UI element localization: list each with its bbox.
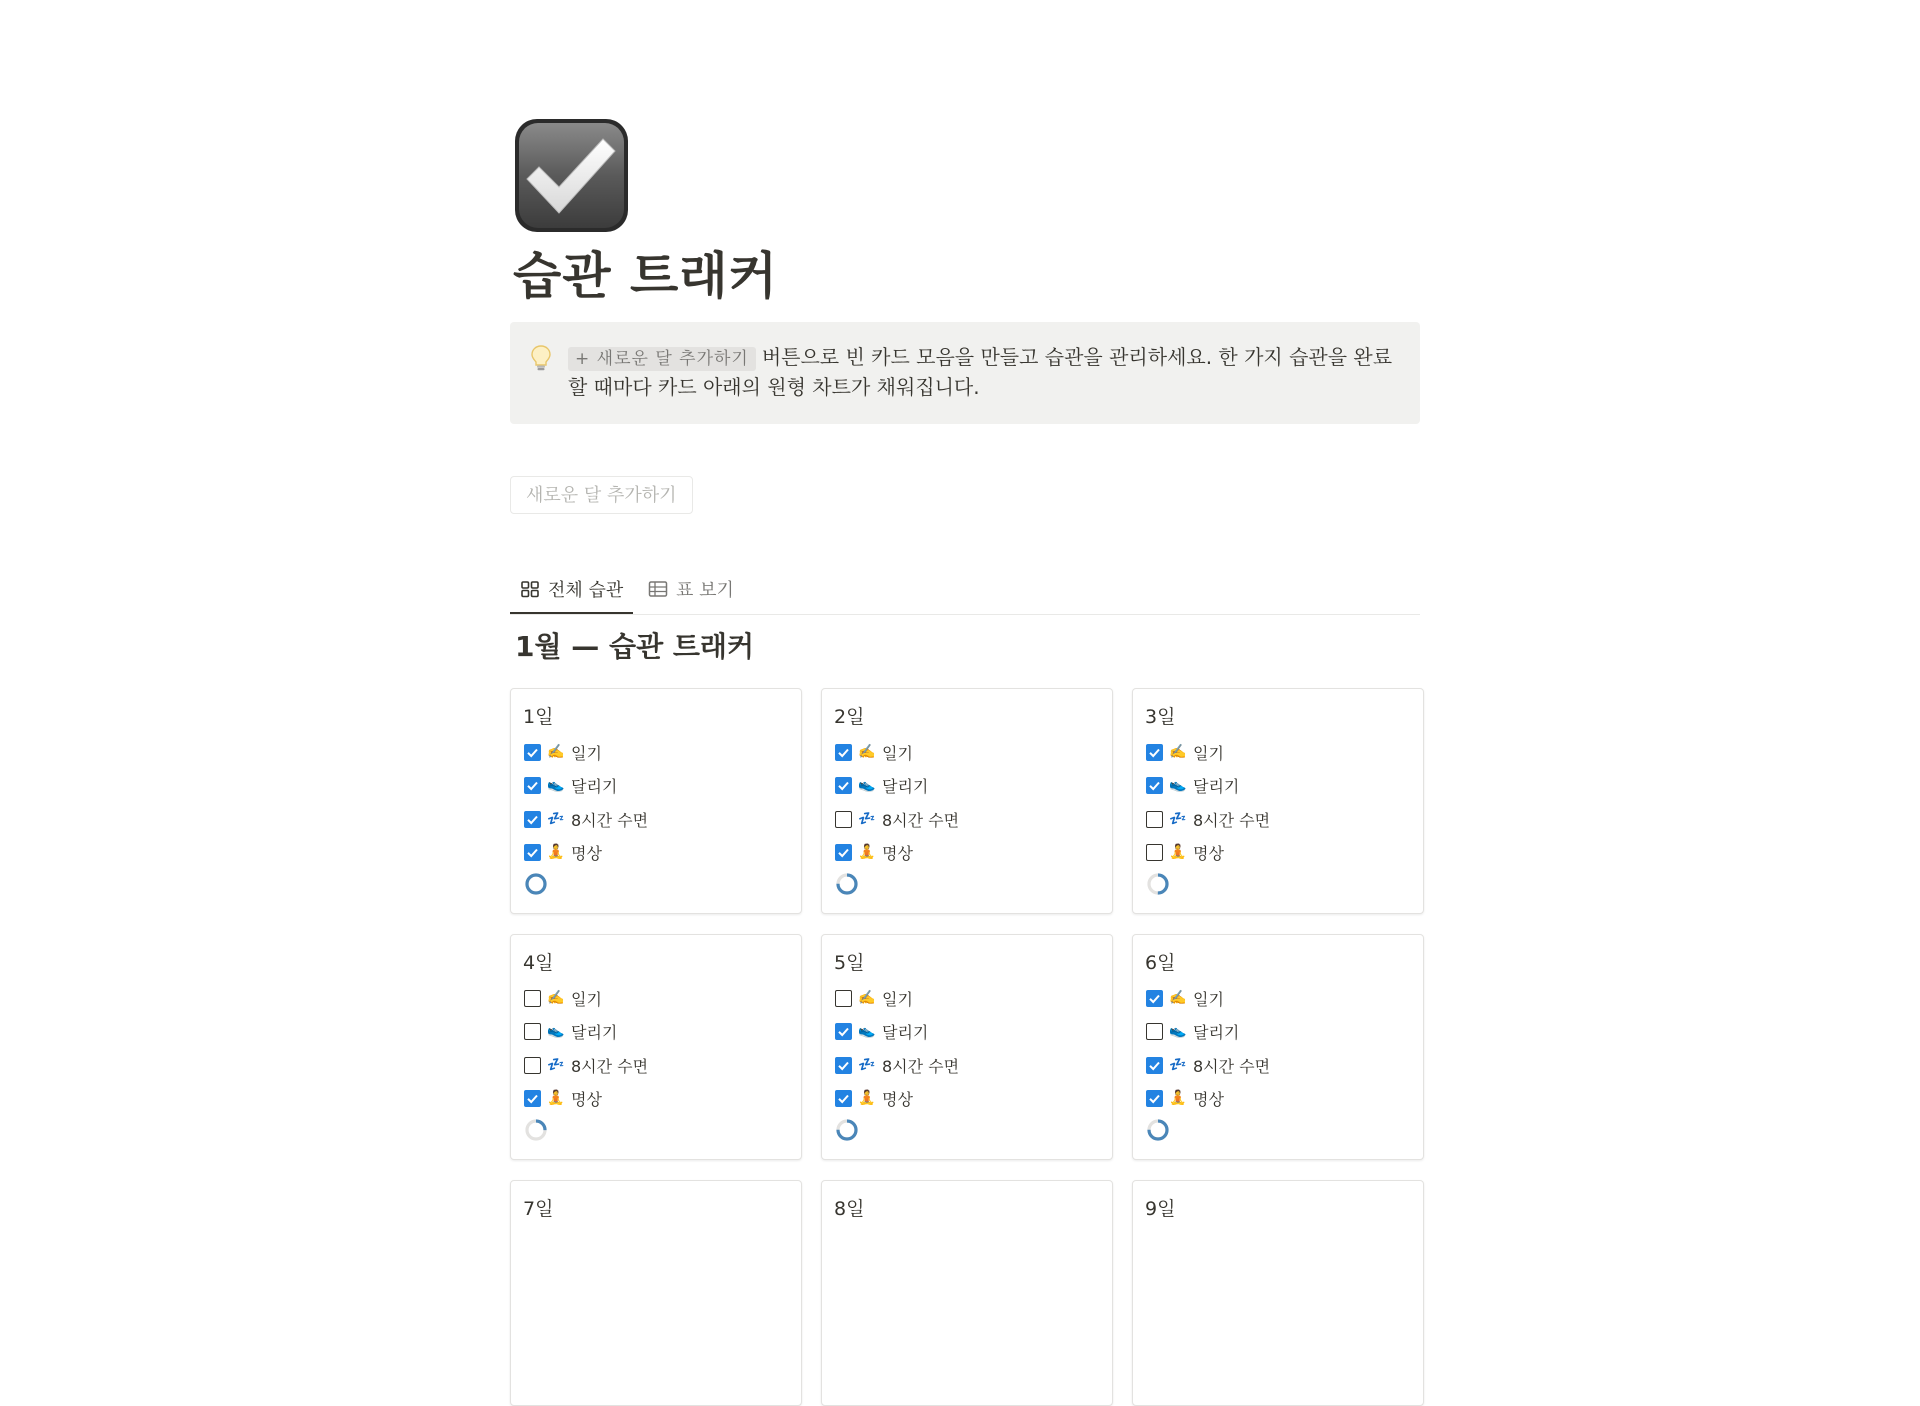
habit-checkbox[interactable] (1146, 811, 1163, 828)
zzz-icon: 💤 (1169, 1057, 1187, 1073)
progress-ring (835, 872, 859, 896)
habit-checkbox[interactable] (835, 1023, 852, 1040)
table-icon (648, 579, 668, 599)
habit-label: 일기 (882, 743, 913, 763)
habit-checkbox[interactable] (1146, 777, 1163, 794)
habit-row-running (524, 773, 617, 797)
habit-row-meditation (524, 1086, 602, 1110)
running-shoe-icon: 👟 (858, 1023, 876, 1039)
habit-checkbox[interactable] (835, 990, 852, 1007)
habit-checkbox[interactable] (524, 1057, 541, 1074)
habit-label: 8시간 수면 (882, 810, 960, 830)
checkmark-icon (526, 846, 539, 859)
zzz-icon: 💤 (858, 811, 876, 827)
habit-card[interactable] (1132, 688, 1424, 914)
habit-label: 달리기 (882, 776, 929, 796)
habit-checkbox[interactable] (524, 1023, 541, 1040)
habit-row-sleep (835, 807, 959, 831)
zzz-icon: 💤 (1169, 811, 1187, 827)
habit-row-sleep (1146, 807, 1270, 831)
habit-row-running (835, 773, 928, 797)
habit-checkbox[interactable] (524, 811, 541, 828)
card-title: 1일 (523, 706, 554, 728)
writing-hand-icon: ✍️ (1169, 990, 1187, 1006)
habit-checkbox[interactable] (524, 990, 541, 1007)
habit-label: 일기 (571, 743, 602, 763)
habit-checkbox[interactable] (1146, 1090, 1163, 1107)
habit-row-meditation (1146, 840, 1224, 864)
habit-label: 달리기 (1193, 776, 1240, 796)
habit-row-diary (524, 986, 602, 1010)
habit-card[interactable] (1132, 934, 1424, 1160)
card-title: 7일 (523, 1198, 554, 1220)
habit-row-diary (835, 986, 913, 1010)
progress-ring-fill (527, 875, 545, 893)
habit-row-meditation (524, 840, 602, 864)
zzz-icon: 💤 (858, 1057, 876, 1073)
habit-label: 달리기 (571, 776, 618, 796)
tab-table-view[interactable] (642, 566, 740, 612)
gallery-title[interactable]: 1월 — 습관 트래커 (515, 630, 755, 663)
habit-checkbox[interactable] (1146, 844, 1163, 861)
checkmark-icon (837, 1092, 850, 1105)
habit-label: 일기 (1193, 989, 1224, 1009)
card-title: 3일 (1145, 706, 1176, 728)
checkmark-icon (837, 846, 850, 859)
habit-checkbox[interactable] (835, 844, 852, 861)
progress-ring (1146, 872, 1170, 896)
checkmark-icon (837, 746, 850, 759)
habit-label: 8시간 수면 (1193, 810, 1271, 830)
card-title: 4일 (523, 952, 554, 974)
habit-label: 명상 (1193, 1089, 1224, 1109)
tab-label: 표 보기 (676, 580, 734, 601)
card-title: 6일 (1145, 952, 1176, 974)
habit-card[interactable] (821, 1180, 1113, 1406)
habit-label: 8시간 수면 (882, 1056, 960, 1076)
habit-checkbox[interactable] (835, 777, 852, 794)
habit-checkbox[interactable] (524, 844, 541, 861)
habit-row-sleep (835, 1053, 959, 1077)
habit-checkbox[interactable] (835, 811, 852, 828)
check-box-icon[interactable] (513, 117, 630, 234)
callout-text (568, 342, 1408, 402)
habit-row-meditation (835, 1086, 913, 1110)
card-title: 8일 (834, 1198, 865, 1220)
tab-label: 전체 습관 (548, 580, 624, 601)
habit-checkbox[interactable] (1146, 990, 1163, 1007)
writing-hand-icon: ✍️ (547, 990, 565, 1006)
running-shoe-icon: 👟 (1169, 777, 1187, 793)
callout (510, 322, 1420, 424)
writing-hand-icon: ✍️ (858, 744, 876, 760)
running-shoe-icon: 👟 (547, 777, 565, 793)
card-title: 5일 (834, 952, 865, 974)
habit-checkbox[interactable] (524, 744, 541, 761)
habit-label: 일기 (571, 989, 602, 1009)
checkmark-icon (1148, 992, 1161, 1005)
card-title: 2일 (834, 706, 865, 728)
habit-label: 8시간 수면 (1193, 1056, 1271, 1076)
habit-card[interactable] (821, 934, 1113, 1160)
meditation-icon: 🧘 (1169, 1090, 1187, 1106)
habit-row-running (524, 1019, 617, 1043)
running-shoe-icon: 👟 (547, 1023, 565, 1039)
habit-label: 달리기 (1193, 1022, 1240, 1042)
habit-row-sleep (1146, 1053, 1270, 1077)
habit-label: 8시간 수면 (571, 810, 649, 830)
habit-row-diary (524, 740, 602, 764)
habit-label: 8시간 수면 (571, 1056, 649, 1076)
meditation-icon: 🧘 (858, 844, 876, 860)
habit-row-sleep (524, 807, 648, 831)
habit-label: 명상 (571, 1089, 602, 1109)
habit-checkbox[interactable] (835, 744, 852, 761)
checkmark-icon (1148, 746, 1161, 759)
habit-row-running (1146, 773, 1239, 797)
progress-ring (1146, 1118, 1170, 1142)
meditation-icon: 🧘 (858, 1090, 876, 1106)
habit-checkbox[interactable] (1146, 1057, 1163, 1074)
checkmark-icon (526, 779, 539, 792)
meditation-icon: 🧘 (547, 844, 565, 860)
habit-checkbox[interactable] (524, 1090, 541, 1107)
meditation-icon: 🧘 (1169, 844, 1187, 860)
habit-checkbox[interactable] (835, 1057, 852, 1074)
inline-add-month-button[interactable]: + 새로운 달 추가하기 (568, 347, 756, 371)
card-title: 9일 (1145, 1198, 1176, 1220)
habit-row-diary (1146, 986, 1224, 1010)
habit-label: 달리기 (571, 1022, 618, 1042)
checkmark-icon (526, 746, 539, 759)
progress-ring (524, 872, 548, 896)
view-tabs (510, 566, 1420, 615)
running-shoe-icon: 👟 (858, 777, 876, 793)
callout-description: 버튼으로 빈 카드 모음을 만들고 습관을 관리하세요. 한 가지 습관을 완료할 때마다 카드 아래의 원형 차트가 채워집니다. (568, 345, 1393, 399)
habit-row-diary (835, 740, 913, 764)
habit-row-running (835, 1019, 928, 1043)
zzz-icon: 💤 (547, 1057, 565, 1073)
habit-label: 명상 (882, 843, 913, 863)
add-month-button[interactable]: 새로운 달 추가하기 (510, 476, 693, 514)
checkmark-icon (1148, 779, 1161, 792)
checkmark-icon (1148, 1059, 1161, 1072)
habit-checkbox[interactable] (1146, 744, 1163, 761)
habit-label: 일기 (1193, 743, 1224, 763)
checkmark-icon (526, 1092, 539, 1105)
checkmark-icon (837, 1025, 850, 1038)
writing-hand-icon: ✍️ (1169, 744, 1187, 760)
checkmark-icon (837, 1059, 850, 1072)
gallery-icon (520, 579, 540, 599)
habit-label: 일기 (882, 989, 913, 1009)
habit-card[interactable] (821, 688, 1113, 914)
habit-label: 달리기 (882, 1022, 929, 1042)
habit-row-meditation (835, 840, 913, 864)
progress-ring (835, 1118, 859, 1142)
habit-checkbox[interactable] (1146, 1023, 1163, 1040)
habit-row-meditation (1146, 1086, 1224, 1110)
habit-checkbox[interactable] (835, 1090, 852, 1107)
zzz-icon: 💤 (547, 811, 565, 827)
habit-label: 명상 (571, 843, 602, 863)
running-shoe-icon: 👟 (1169, 1023, 1187, 1039)
page-title[interactable]: 습관 트래커 (513, 247, 778, 305)
lightbulb-icon (530, 344, 552, 372)
habit-row-diary (1146, 740, 1224, 764)
habit-label: 명상 (882, 1089, 913, 1109)
habit-card[interactable] (1132, 1180, 1424, 1406)
writing-hand-icon: ✍️ (547, 744, 565, 760)
meditation-icon: 🧘 (547, 1090, 565, 1106)
checkmark-icon (526, 813, 539, 826)
habit-card[interactable] (510, 934, 802, 1160)
habit-row-sleep (524, 1053, 648, 1077)
habit-label: 명상 (1193, 843, 1224, 863)
writing-hand-icon: ✍️ (858, 990, 876, 1006)
tab-all-habits[interactable] (510, 566, 633, 614)
habit-card[interactable] (510, 1180, 802, 1406)
progress-ring (524, 1118, 548, 1142)
checkmark-icon (837, 779, 850, 792)
habit-card[interactable] (510, 688, 802, 914)
habit-row-running (1146, 1019, 1239, 1043)
checkmark-icon (1148, 1092, 1161, 1105)
habit-checkbox[interactable] (524, 777, 541, 794)
